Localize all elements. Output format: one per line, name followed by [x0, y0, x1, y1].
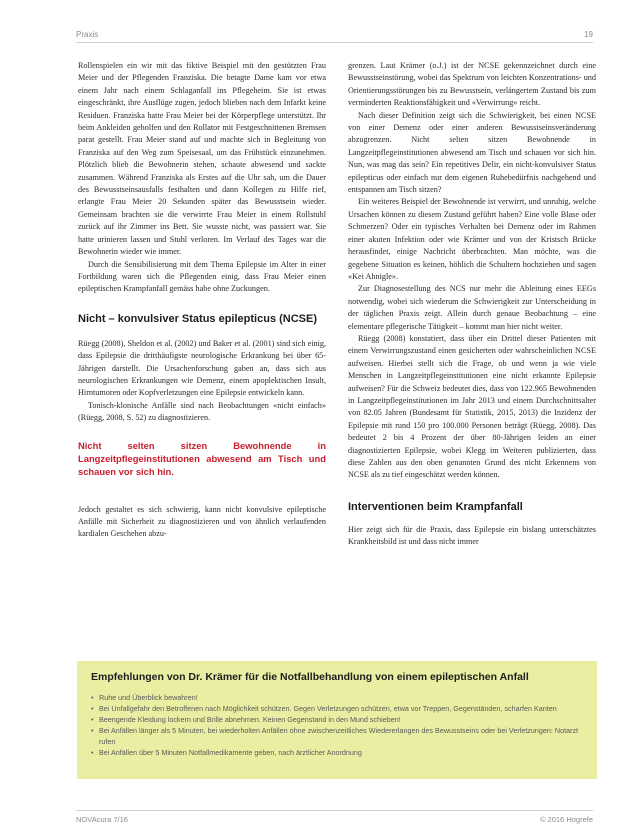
body-paragraph: Rollenspielen ein wir mit das fiktive Beispiel mit den gestützten Frau Meier und der Pflegenden Franziska. Die betagte Dame kam vor etwa einem Jahr nach einem Schlaganfall ins Pflegeheim. Sie ist etwas eingeschränkt, ihre Ausflüge zugen, jedoch blieben nach dem Infarkt keine Residuen. Franziska hatte Frau Meier bei der Körperpflege unterstützt. Ihr beim Ankleiden geholfen und den Rollator mit Festgeschnittenen Bremsen parat gestellt. Frau Meier stand auf und machte sich in Begleitung von Franziska auf den Weg zum Speisesaal, um das Frühstück einzunehmen. Plötzlich blieb die Bewohnerin stehen, schaute abwesend und sackte zusammen. Während Franziska als Erstes auf die Uhr sah, um die Dauer des Bewusstseinsausfalls festhalten und dann Kollegen zu Hilfe rief, erlangte Frau Meier 20 Sekunden später das Bewusstsein wieder. Gemeinsam brachten sie die verwirrte Frau Meier in einem Rollstuhl zurück auf ihr Zimmer ins Bett. Sie wusste nicht, was passiert war. Sie hatte urinieren lassen und Stuhl verloren. Im Verlauf des Tages war die Bewohnerin wieder wie immer.: [78, 61, 326, 257]
list-item: • Bei Anfällen über 5 Minuten Notfallmedikamente geben, nach ärztlicher Anordnung: [91, 747, 583, 758]
header-divider: [76, 42, 593, 43]
body-paragraph: Jedoch gestaltet es sich schwierig, kann nicht konvulsive epileptische Anfälle mit Sicherheit zu diagnostizieren und von ähnlich verlaufenden kardialen Geschehen abzu-: [78, 504, 326, 539]
body-paragraph: Zur Diagnosestellung des NCS nur mehr die Ableitung eines EEGs notwendig, wobei sich wiederum die Schwierigkeit zur Unterscheidung in der täglichen Praxis zeigt. Allein durch genaue Beobachtung – eine elementare pflegerische Tätigkeit – kommt man hier nicht weiter.: [348, 284, 596, 331]
footer-issue: NOVAcura 7/16: [76, 815, 128, 824]
section-heading-ncse: Nicht – konvulsiver Status epilepticus (NCSE): [78, 312, 318, 325]
recommendations-list: [91, 692, 583, 758]
body-paragraph: grenzen. Laut Krämer (o.J.) ist der NCSE gekennzeichnet durch eine Bewusstseinstörung, wobei das Spektrum von leichten Konzentrations- und Orientierungsstörungen bis zu Bewusstsein, verlängertem Zustand bis zum verminderten Reaktionsfähigkeit und «Verwirrung» reicht.: [348, 61, 596, 108]
body-paragraph: Durch die Sensibilisierung mit dem Thema Epilepsie im Alter in einer Fortbildung waren sich die Pflegenden einig, dass Frau Meier einen epileptischen Krampfanfall gemäss habe ohne Zuckungen.: [78, 259, 326, 294]
list-item: • Beengende Kleidung lockern und Brille abnehmen. Keinen Gegenstand in den Mund schieben!: [91, 714, 583, 725]
footer-divider: [76, 810, 593, 811]
body-paragraph: Ein weiteres Beispiel der Bewohnende ist verwirrt, und unruhig, welche Ursachen können zu diesem Zustand geführt haben? Eine volle Blase oder Schmerzen? Oder ein typisches Verhalten bei Demenz oder im Rahmen einer akuten Infektion oder wie Krämer und von der Kristsch Brücke herausfindet, einige Nachricht überbrachten. Man möchte, was die gegebene Situation es keinen, höhlich die Schultern hochziehen und sagen «Kei Ahnigle».: [348, 197, 596, 281]
list-item: • Ruhe und Überblick bewahren!: [91, 692, 583, 703]
right-column: [348, 60, 596, 549]
recommendations-title: Empfehlungen von Dr. Krämer für die Notfallbehandlung von einem epileptischen Anfall: [91, 671, 529, 683]
body-paragraph: Nach dieser Definition zeigt sich die Schwierigkeit, bei einen NCSE von einer Demenz oder einer anderen Bewusstseinsveränderung abzugrenzen. Nicht selten sitzen Bewohnende in Langzeitpflegeinstitutionen abwesend am Tisch und schauen vor sich hin. Nun, was mag das sein? Ein repetitives Delir, ein nicht-konvulsiver Status epilepticus oder einfach nur dem eigenen Ruhebedürfnis nachgehend und entspannen am Tisch sitzen?: [348, 110, 596, 195]
recommendations-box: [77, 661, 597, 779]
left-column: [78, 60, 326, 541]
list-item: • Bei Anfällen länger als 5 Minuten, bei wiederholten Anfällen ohne zwischenzeitliches Wiedererlangen des Bewusstseins oder bei Verletzungen: Notarzt rufen: [91, 725, 583, 747]
body-paragraph: Rüegg (2008) konstatiert, dass über ein Drittel dieser Patienten mit einem Verwirrungszustand einen gesicherten oder wahrscheinlichen NCSE aufweisen. Hierbei stellt sich die Frage, ob und wenn ja wie viele Menschen in Langzeitpflegeinstitutionen eine nicht erkannte Epilepsie aufweisen? Für die Schweiz bedeutet dies, dass von 122.965 Bewohnenden in Langzeitpflegeinstitutionen im Jahr 2013 und einem Durchschnittsalter von 82.05 Jahren (Bundesamt für Statistik, 2015, 2013) die Inzidenz der Epilepsie mit rund 150 pro 100.000 Personen beträgt (Rüegg, 2008). Das bedeutet 2 bis 4 Prozent der über 80-Jährigen leiden an einer diagnostizierten Epilepsie, wobei Klegg im Weiteren publizierten, dass diese Zahlen aus den oben genannten Grund des nicht Erkennens von NCSE als zu tief eingeschätzt werden können.: [348, 333, 596, 480]
body-paragraph: Tonisch-klonische Anfälle sind nach Beobachtungen «nicht einfach» (Rüegg, 2008, S. 52) zu diagnostizieren.: [78, 400, 326, 423]
footer-publisher: © 2016 Hogrefe: [539, 815, 593, 824]
section-heading-interventions: Interventionen beim Krampfanfall: [348, 500, 523, 513]
list-item: • Bei Unfallgefahr den Betroffenen nach Möglichkeit schützen. Gegen Verletzungen schützen, etwa vor Treppen, Gegenständen, scharfen Kanten: [91, 703, 583, 714]
body-paragraph: Hier zeigt sich für die Praxis, dass Epilepsie ein bislang unterschätztes Krankheitsbild ist und dass nicht immer: [348, 524, 596, 547]
running-header-page-number: 19: [584, 30, 593, 39]
body-paragraph: Rüegg (2008), Sheldon et al. (2002) und Baker et al. (2001) sind sich einig, dass Epilepsie die dritthäufigste neurologische Erkrankung bei über 65-Jährigen darstellt. Die Ursachenforschung gaben an, dass sich aus neurologischen Erkrankungen wie Demenz, einem apoplektischen Insult, Hirntumoren oder Kopfverletzungen eine Epilepsie entwickeln kann.: [78, 338, 326, 398]
running-header-section: Praxis: [76, 30, 99, 39]
pull-quote: Nicht selten sitzen Bewohnende in Langzeitpflegeinstitutionen abwesend am Tisch und schauen vor sich hin.: [78, 439, 326, 477]
